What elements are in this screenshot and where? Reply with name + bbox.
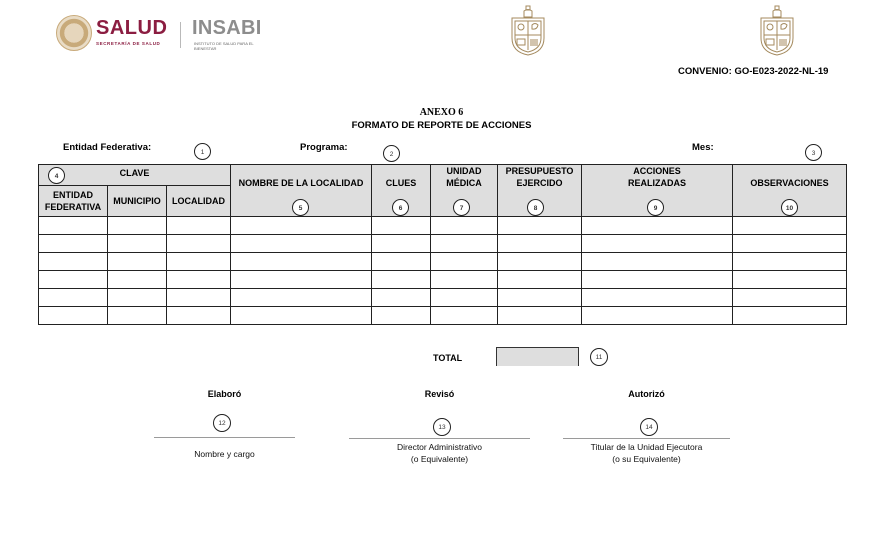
signature-caption-autorizo: Titular de la Unidad Ejecutora (o su Equivalente) bbox=[590, 442, 703, 464]
col-localidad: LOCALIDAD bbox=[167, 186, 231, 217]
insabi-logo-subtitle: INSTITUTO DE SALUD PARA EL BIENESTAR bbox=[194, 41, 254, 51]
signature-caption-elaboro: Nombre y cargo bbox=[194, 449, 255, 459]
col-observaciones: OBSERVACIONES 10 bbox=[733, 165, 847, 217]
table-row bbox=[39, 271, 847, 289]
table-cell[interactable] bbox=[498, 217, 582, 235]
table-cell[interactable] bbox=[39, 271, 108, 289]
salud-logo-text: SALUD bbox=[96, 17, 168, 39]
table-cell[interactable] bbox=[498, 307, 582, 325]
table-cell[interactable] bbox=[733, 253, 847, 271]
table-cell[interactable] bbox=[733, 217, 847, 235]
table-cell[interactable] bbox=[108, 271, 167, 289]
table-cell[interactable] bbox=[167, 253, 231, 271]
marker-11: 11 bbox=[590, 348, 608, 366]
table-cell[interactable] bbox=[39, 253, 108, 271]
logo-divider bbox=[180, 22, 181, 48]
table-cell[interactable] bbox=[372, 271, 431, 289]
state-coat-of-arms-icon bbox=[509, 4, 547, 56]
total-value-field[interactable] bbox=[496, 347, 579, 366]
clave-header: 4 CLAVE bbox=[39, 165, 231, 186]
table-row bbox=[39, 217, 847, 235]
table-cell[interactable] bbox=[498, 235, 582, 253]
insabi-logo-text: INSABI bbox=[192, 17, 262, 39]
table-cell[interactable] bbox=[733, 271, 847, 289]
table-cell[interactable] bbox=[372, 307, 431, 325]
col-nombre-localidad: NOMBRE DE LA LOCALIDAD 5 bbox=[231, 165, 372, 217]
marker-6: 6 bbox=[392, 199, 409, 216]
table-cell[interactable] bbox=[733, 289, 847, 307]
table-cell[interactable] bbox=[108, 235, 167, 253]
marker-1: 1 bbox=[194, 143, 211, 160]
table-cell[interactable] bbox=[108, 307, 167, 325]
table-cell[interactable] bbox=[39, 289, 108, 307]
table-cell[interactable] bbox=[167, 271, 231, 289]
marker-10: 10 bbox=[781, 199, 798, 216]
table-cell[interactable] bbox=[231, 217, 372, 235]
marker-13: 13 bbox=[433, 418, 451, 436]
table-cell[interactable] bbox=[108, 289, 167, 307]
table-cell[interactable] bbox=[231, 307, 372, 325]
table-cell[interactable] bbox=[431, 271, 498, 289]
table-cell[interactable] bbox=[167, 289, 231, 307]
marker-2: 2 bbox=[383, 145, 400, 162]
table-cell[interactable] bbox=[582, 307, 733, 325]
table-cell[interactable] bbox=[39, 235, 108, 253]
table-cell[interactable] bbox=[733, 235, 847, 253]
table-cell[interactable] bbox=[167, 217, 231, 235]
table-cell[interactable] bbox=[498, 271, 582, 289]
marker-5: 5 bbox=[292, 199, 309, 216]
col-municipio: MUNICIPIO bbox=[108, 186, 167, 217]
programa-label: Programa: bbox=[300, 142, 348, 153]
table-row bbox=[39, 289, 847, 307]
table-cell[interactable] bbox=[431, 289, 498, 307]
col-presupuesto-ejercido: PRESUPUESTO EJERCIDO 8 bbox=[498, 165, 582, 217]
marker-14: 14 bbox=[640, 418, 658, 436]
table-cell[interactable] bbox=[372, 289, 431, 307]
table-cell[interactable] bbox=[431, 253, 498, 271]
table-cell[interactable] bbox=[231, 253, 372, 271]
table-cell[interactable] bbox=[167, 235, 231, 253]
table-cell[interactable] bbox=[108, 217, 167, 235]
annex-title: ANEXO 6 bbox=[419, 107, 464, 118]
col-unidad-medica: UNIDAD MÉDICA 7 bbox=[431, 165, 498, 217]
table-cell[interactable] bbox=[582, 271, 733, 289]
table-row bbox=[39, 253, 847, 271]
marker-7: 7 bbox=[453, 199, 470, 216]
table-cell[interactable] bbox=[231, 235, 372, 253]
table-cell[interactable] bbox=[582, 217, 733, 235]
table-cell[interactable] bbox=[498, 289, 582, 307]
signature-line-reviso bbox=[349, 438, 530, 439]
signature-title-reviso: Revisó bbox=[424, 389, 455, 399]
table-cell[interactable] bbox=[431, 217, 498, 235]
table-cell[interactable] bbox=[167, 307, 231, 325]
entidad-federativa-label: Entidad Federativa: bbox=[63, 142, 152, 153]
salud-insabi-logo bbox=[56, 14, 271, 54]
marker-8: 8 bbox=[527, 199, 544, 216]
table-cell[interactable] bbox=[431, 307, 498, 325]
table-cell[interactable] bbox=[733, 307, 847, 325]
marker-12: 12 bbox=[213, 414, 231, 432]
table-cell[interactable] bbox=[372, 253, 431, 271]
convenio-number: CONVENIO: GO-E023-2022-NL-19 bbox=[678, 66, 829, 77]
table-cell[interactable] bbox=[231, 271, 372, 289]
table-cell[interactable] bbox=[431, 235, 498, 253]
table-cell[interactable] bbox=[231, 289, 372, 307]
col-acciones-realizadas: ACCIONES REALIZADAS 9 bbox=[582, 165, 733, 217]
table-cell[interactable] bbox=[582, 253, 733, 271]
table-cell[interactable] bbox=[39, 217, 108, 235]
table-cell[interactable] bbox=[582, 235, 733, 253]
marker-9: 9 bbox=[647, 199, 664, 216]
signature-title-autorizo: Autorizó bbox=[628, 389, 665, 399]
marker-3: 3 bbox=[805, 144, 822, 161]
table-cell[interactable] bbox=[582, 289, 733, 307]
signature-line-elaboro bbox=[154, 437, 295, 438]
table-row bbox=[39, 235, 847, 253]
form-title: FORMATO DE REPORTE DE ACCIONES bbox=[351, 120, 532, 131]
signature-caption-reviso: Director Administrativo (o Equivalente) bbox=[396, 442, 483, 464]
table-cell[interactable] bbox=[372, 235, 431, 253]
salud-logo-subtitle: SECRETARÍA DE SALUD bbox=[96, 41, 161, 46]
col-clues: CLUES 6 bbox=[372, 165, 431, 217]
mes-label: Mes: bbox=[692, 142, 714, 153]
table-cell[interactable] bbox=[372, 217, 431, 235]
table-cell[interactable] bbox=[498, 253, 582, 271]
table-row bbox=[39, 307, 847, 325]
signature-title-elaboro: Elaboró bbox=[207, 389, 242, 399]
marker-4: 4 bbox=[48, 167, 65, 184]
table-cell[interactable] bbox=[39, 307, 108, 325]
mexico-seal-icon bbox=[56, 15, 92, 51]
table-cell[interactable] bbox=[108, 253, 167, 271]
actions-report-table bbox=[38, 164, 846, 329]
state-coat-of-arms-icon bbox=[758, 4, 796, 56]
total-label: TOTAL bbox=[433, 353, 463, 363]
signature-line-autorizo bbox=[563, 438, 730, 439]
col-entidad-federativa: ENTIDAD FEDERATIVA bbox=[39, 186, 108, 217]
